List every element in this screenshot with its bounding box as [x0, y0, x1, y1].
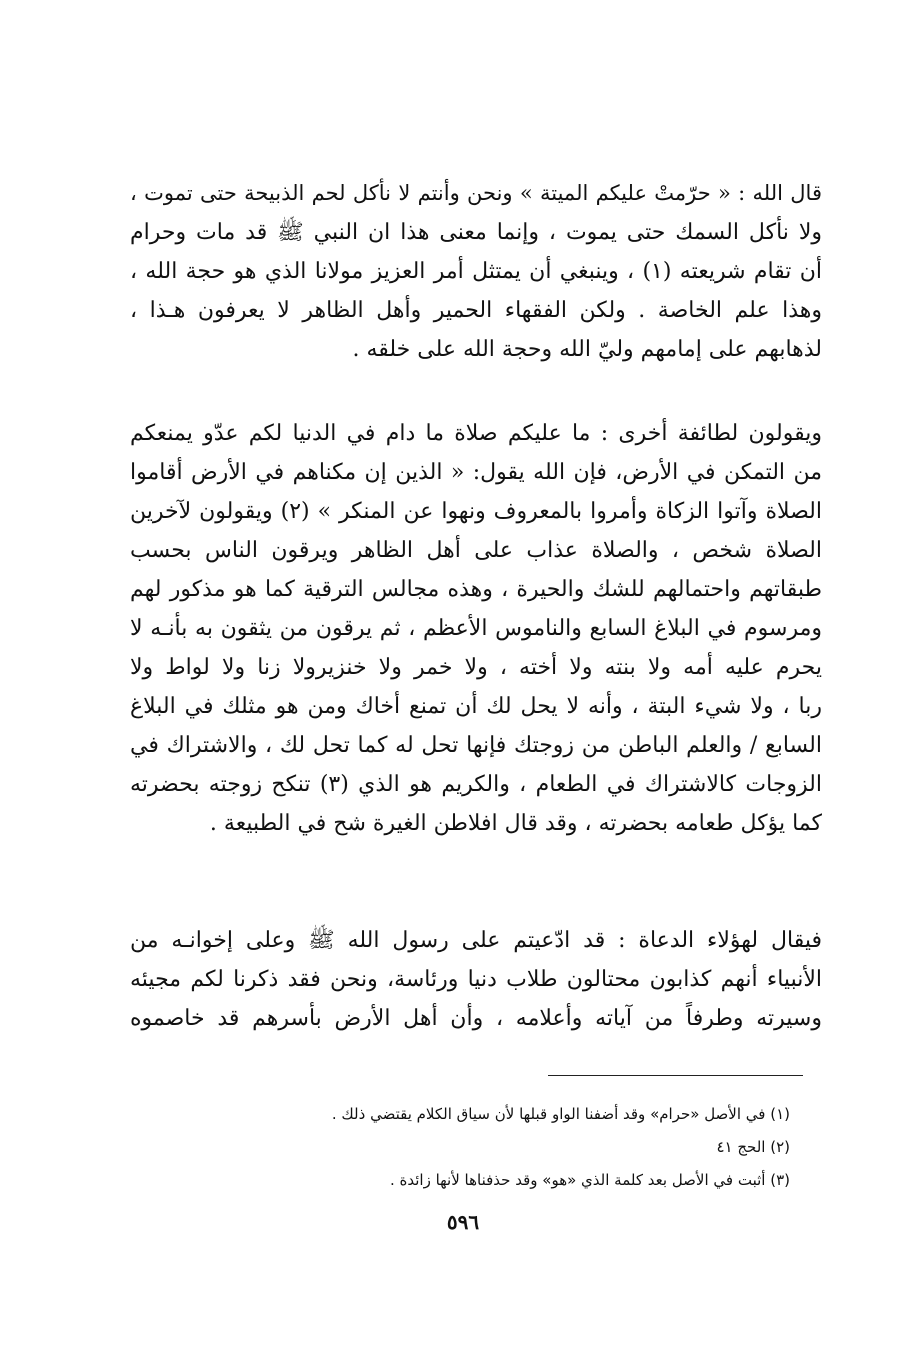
- text-line: الأنبياء أنهم كذابون محتالون طلاب دنيا ورئاسة، ونحن فقد ذكرنا لكم مجيئه: [130, 967, 822, 992]
- text-line: كما يؤكل طعامه بحضرته ، وقد قال افلاطن الغيرة شح في الطبيعة .: [209, 811, 822, 836]
- text-line: قال الله : « حرّمتْ عليكم الميتة » ونحن وأنتم لا نأكل لحم الذبيحة حتى تموت ،: [130, 181, 822, 205]
- footnotes: [220, 1098, 790, 1197]
- text-line: طبقاتهم واحتمالهم للشك والحيرة ، وهذه مجالس الترقية كما هو مذكور لهم: [130, 577, 822, 602]
- paragraph-3: [130, 921, 822, 1038]
- text-line: ومرسوم في البلاغ السابع والناموس الأعظم ، ثم يرقون من يثقون به بأنـه لا: [130, 616, 822, 641]
- footnote-1: (١) في الأصل «حرام» وقد أضفنا الواو قبلها لأن سياق الكلام يقتضي ذلك .: [331, 1105, 790, 1123]
- text-line: الصلاة شخص ، والصلاة عذاب على أهل الظاهر ويرقون الناس بحسب: [130, 538, 822, 563]
- footnote-2: (٢) الحج ٤١: [716, 1138, 790, 1156]
- text-line: فيقال لهؤلاء الدعاة : قد ادّعيتم على رسول الله ﷺ وعلى إخوانـه من: [130, 928, 822, 953]
- text-line: وسيرته وطرفاً من آياته وأعلامه ، وأن أهل الأرض بأسرهم قد خاصموه: [130, 1006, 822, 1031]
- text-line: ويقولون لطائفة أخرى : ما عليكم صلاة ما دام في الدنيا لكم عدّو يمنعكم: [130, 421, 822, 446]
- text-line: لذهابهم على إمامهم وليّ الله وحجة الله على خلقه .: [352, 337, 822, 362]
- text-line: الزوجات كالاشتراك في الطعام ، والكريم هو الذي (٣) تنكح زوجته بحضرته: [130, 772, 822, 797]
- text-line: ربا ، ولا شيء البتة ، وأنه لا يحل لك أن تمنع أخاك ومن هو مثلك في البلاغ: [130, 694, 822, 719]
- paragraph-1: [130, 174, 822, 369]
- footnote-3: (٣) أثبت في الأصل بعد كلمة الذي «هو» وقد حذفناها لأنها زائدة .: [389, 1171, 790, 1189]
- page-number: ٥٩٦: [446, 1210, 480, 1234]
- text-line: الصلاة وآتوا الزكاة وأمروا بالمعروف ونهوا عن المنكر » (٢) ويقولون لآخرين: [130, 499, 822, 524]
- text-line: أن تقام شريعته (١) ، وينبغي أن يمتثل أمر العزيز مولانا الذي هو حجة الله ،: [130, 259, 822, 284]
- text-line: السابع / والعلم الباطن من زوجتك فإنها تحل له كما تحل لك ، والاشتراك في: [130, 733, 822, 758]
- footnote-divider: [548, 1075, 803, 1076]
- text-line: يحرم عليه أمه ولا بنته ولا أخته ، ولا خمر ولا خنزيرولا زنا ولا لواط ولا: [130, 655, 822, 680]
- text-line: وهذا علم الخاصة . ولكن الفقهاء الحمير وأهل الظاهر لا يعرفون هـذا ،: [130, 298, 822, 323]
- text-line: ولا نأكل السمك حتى يموت ، وإنما معنى هذا ان النبي ﷺ قد مات وحرام: [130, 220, 822, 245]
- text-line: من التمكن في الأرض، فإن الله يقول: « الذين إن مكناهم في الأرض أقاموا: [130, 460, 822, 485]
- paragraph-2: [130, 414, 822, 843]
